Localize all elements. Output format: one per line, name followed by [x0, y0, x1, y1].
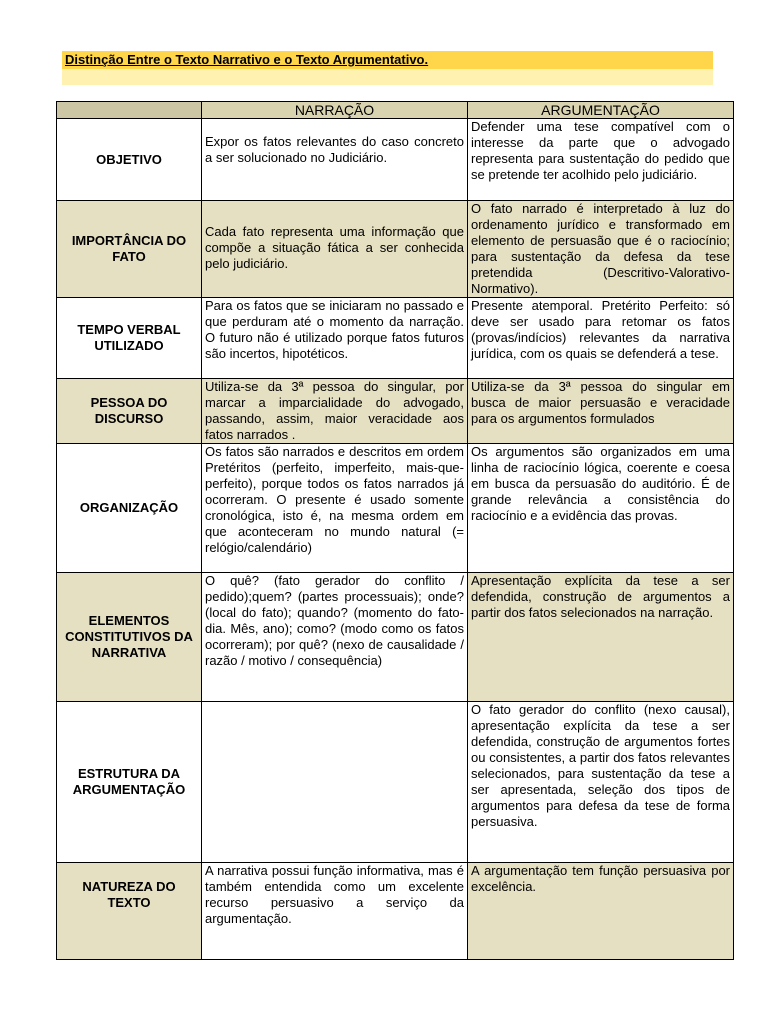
narracao-cell: Para os fatos que se iniciaram no passado e que perduram até o momento da narração. O futuro não é utilizado porque fatos futuros são incertos, hipotéticos.: [202, 298, 468, 379]
table-header-row: [57, 102, 734, 119]
row-label: ESTRUTURA DA ARGUMENTAÇÃO: [57, 702, 202, 863]
header-narracao: NARRAÇÃO: [202, 102, 468, 119]
row-label: PESSOA DO DISCURSO: [57, 379, 202, 444]
row-label: IMPORTÂNCIA DO FATO: [57, 201, 202, 298]
table-row-tempo-verbal: [57, 298, 734, 379]
header-argumentacao: ARGUMENTAÇÃO: [468, 102, 734, 119]
document-title: [62, 51, 713, 69]
narracao-cell: Utiliza-se da 3ª pessoa do singular, por marcar a imparcialidade do advogado, passando, assim, maior veracidade aos fatos narrados .: [202, 379, 468, 444]
table-row-objetivo: [57, 119, 734, 201]
narracao-cell: Cada fato representa uma informação que compõe a situação fática a ser conhecida pelo judiciário.: [202, 201, 468, 298]
table-row-elementos: [57, 573, 734, 702]
argumentacao-cell: O fato gerador do conflito (nexo causal), apresentação explícita da tese a ser defendida, construção de argumentos fortes ou consistentes, a partir dos fatos relevantes selecionados, para sustentação da tese a ser apresentada, seleção dos tipos de argumentos para defesa da tese de forma persuasiva.: [468, 702, 734, 863]
document-title-text: Distinção Entre o Texto Narrativo e o Texto Argumentativo.: [65, 52, 429, 67]
title-highlight-band: [62, 69, 713, 85]
argumentacao-cell: Apresentação explícita da tese a ser defendida, construção de argumentos a partir dos fatos selecionados na narração.: [468, 573, 734, 702]
row-label: TEMPO VERBAL UTILIZADO: [57, 298, 202, 379]
table-row-natureza: [57, 863, 734, 960]
header-blank-cell: [57, 102, 202, 119]
row-label: ELEMENTOS CONSTITUTIVOS DA NARRATIVA: [57, 573, 202, 702]
narracao-cell: Expor os fatos relevantes do caso concreto a ser solucionado no Judiciário.: [202, 119, 468, 201]
table-row-organizacao: [57, 444, 734, 573]
narracao-cell: [202, 702, 468, 863]
table-row-estrutura: [57, 702, 734, 863]
argumentacao-cell: Utiliza-se da 3ª pessoa do singular em busca de maior persuasão e veracidade para os argumentos formulados: [468, 379, 734, 444]
row-label: ORGANIZAÇÃO: [57, 444, 202, 573]
argumentacao-cell: A argumentação tem função persuasiva por excelência.: [468, 863, 734, 960]
row-label: OBJETIVO: [57, 119, 202, 201]
row-label: NATUREZA DO TEXTO: [57, 863, 202, 960]
narracao-cell: O quê? (fato gerador do conflito / pedido);quem? (partes processuais); onde? (local do fato); quando? (momento do fato- dia. Mês, ano); como? (modo como os fatos ocorreram); por quê? (nexo de causalidade / razão / motivo / consequência): [202, 573, 468, 702]
comparison-table: [56, 101, 734, 960]
narracao-cell: A narrativa possui função informativa, mas é também entendida como um excelente recurso persuasivo a serviço da argumentação.: [202, 863, 468, 960]
table-row-importancia: [57, 201, 734, 298]
argumentacao-cell: Presente atemporal. Pretérito Perfeito: só deve ser usado para retomar os fatos (provas/indícios) relevantes da narrativa jurídica, com os quais se defenderá a tese.: [468, 298, 734, 379]
argumentacao-cell: O fato narrado é interpretado à luz do ordenamento jurídico e transformado em elemento de persuasão que é o raciocínio; para sustentação da defesa da tese pretendida (Descritivo-Valorativo- Normativo).: [468, 201, 734, 298]
table-row-pessoa: [57, 379, 734, 444]
argumentacao-cell: Defender uma tese compatível com o interesse da parte que o advogado representa para sustentação do pedido que se pretende ter acolhido pelo judiciário.: [468, 119, 734, 201]
narracao-cell: Os fatos são narrados e descritos em ordem Pretéritos (perfeito, imperfeito, mais-que-perfeito), porque todos os fatos narrados já ocorreram. O presente é usado somente cronológica, isto é, na mesma ordem em que aconteceram no mundo natural (= relógio/calendário): [202, 444, 468, 573]
argumentacao-cell: Os argumentos são organizados em uma linha de raciocínio lógica, coerente e coesa em busca da persuasão do auditório. É de grande relevância a consistência do raciocínio e a evidência das provas.: [468, 444, 734, 573]
